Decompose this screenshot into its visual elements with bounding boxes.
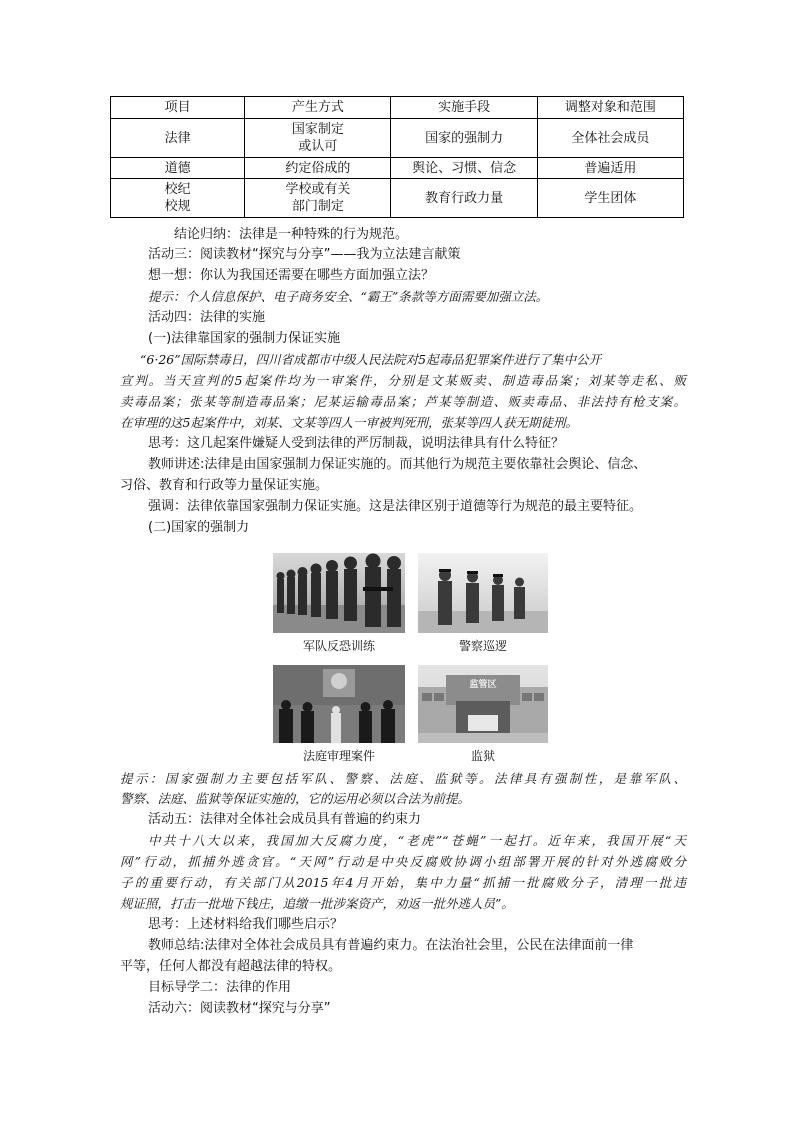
emphasis-text: 强调：法律依靠国家强制力保证实施。这是法律区别于道德等行为规范的最主要特征。: [148, 499, 643, 514]
prison-sign: 监管区: [469, 680, 497, 690]
case-paragraph-line: 卖毒品案；张某等制造毒品案；尼某运输毒品案；芦某等制造、贩卖毒品、非法持有枪支案。: [120, 394, 686, 409]
teacher-summary: 平等，任何人都没有超越法律的特权。: [120, 959, 342, 974]
section-heading: (二)国家的强制力: [148, 520, 250, 535]
army-training-photo: [273, 553, 405, 633]
conclusion-text: 结论归纳：法律是一种特殊的行为规范。: [174, 227, 409, 242]
table-cell: 约定俗成的: [245, 158, 391, 179]
table-cell: 国家制定 或认可: [245, 119, 391, 158]
activity-heading: 活动四：法律的实施: [148, 310, 266, 325]
table-header: 产生方式: [245, 97, 391, 119]
case-paragraph-line: “6·26”国际禁毒日，四川省成都市中级人民法院对5起毒品犯罪案件进行了集中公开: [140, 352, 602, 367]
hint-line: 警察、法庭、监狱等保证实施的，它的运用必须以合法为前提。: [120, 791, 471, 806]
table-row: [111, 158, 684, 179]
activity-heading: 活动五：法律对全体社会成员具有普遍的约束力: [148, 812, 422, 827]
table-cell: 舆论、习惯、信念: [391, 158, 537, 179]
table-header: 实施手段: [391, 97, 537, 119]
question-text: 思考：上述材料给我们哪些启示？: [148, 917, 344, 932]
goal-heading: 目标导学二：法律的作用: [148, 980, 292, 995]
court-trial-photo: [273, 665, 405, 743]
case-paragraph-line: 宣判。当天宣判的5起案件均为一审案件，分别是文某贩卖、制造毒品案；刘某等走私、贩: [120, 373, 686, 388]
section-heading: (一)法律靠国家的强制力保证实施: [148, 331, 341, 346]
table-cell: 学生团体: [537, 179, 683, 218]
prison-photo: [418, 665, 548, 743]
table-cell: 校纪 校规: [111, 179, 245, 218]
table-cell: 国家的强制力: [391, 119, 537, 158]
activity-heading: 活动三：阅读教材“探究与分享”——我为立法建言献策: [148, 247, 461, 262]
table-cell: 法律: [111, 119, 245, 158]
material-line: 规证照，打击一批地下钱庄，追缴一批涉案资产，劝返一批外逃人员”。: [120, 896, 514, 911]
table-cell: 学校或有关 部门制定: [245, 179, 391, 218]
table-row: [111, 119, 684, 158]
table-cell: 全体社会成员: [537, 119, 683, 158]
table-cell: 教育行政力量: [391, 179, 537, 218]
photo-caption: 监狱: [470, 749, 495, 763]
question-text: 想一想：你认为我国还需要在哪些方面加强立法？: [148, 268, 435, 283]
photo-caption: 警察巡逻: [458, 639, 507, 653]
case-paragraph-line: 在审理的这5起案件中，刘某、文某等四人一审被判死刑，张某等四人获无期徒刑。: [120, 415, 578, 430]
table-cell: 普遍适用: [537, 158, 683, 179]
question-text: 思考：这几起案件嫌疑人受到法律的严厉制裁，说明法律具有什么特征？: [148, 436, 565, 451]
table-cell: 道德: [111, 158, 245, 179]
table-header: 调整对象和范围: [537, 97, 683, 119]
material-line: 中共十八大以来，我国加大反腐力度，“老虎”“苍蝇”一起打。近年来，我国开展“天: [148, 833, 686, 848]
material-line: 网”行动，抓捕外逃贪官。“天网”行动是中央反腐败协调小组部署开展的针对外逃腐败分: [120, 854, 686, 869]
table-header-row: [111, 97, 684, 119]
table-header: 项目: [111, 97, 245, 119]
photo-caption: 军队反恐训练: [302, 639, 375, 653]
teacher-text: 教师讲述:法律是由国家强制力保证实施的。而其他行为规范主要依靠社会舆论、信念、: [148, 457, 647, 472]
police-patrol-photo: [418, 553, 548, 633]
hint-line: 提示：国家强制力主要包括军队、警察、法庭、监狱等。法律具有强制性，是靠军队、: [120, 771, 686, 786]
activity-heading: 活动六：阅读教材“探究与分享”: [148, 1001, 331, 1016]
teacher-text: 习俗、教育和行政等力量保证实施。: [120, 478, 329, 493]
comparison-table: [110, 96, 684, 218]
hint-text: 提示：个人信息保护、电子商务安全、“霸王”条款等方面需要加强立法。: [148, 289, 549, 304]
table-row: [111, 179, 684, 218]
photo-caption: 法庭审理案件: [302, 749, 375, 763]
teacher-summary: 教师总结:法律对全体社会成员具有普遍约束力。在法治社会里，公民在法律面前一律: [148, 938, 634, 953]
material-line: 子的重要行动，有关部门从2015年4月开始，集中力量“抓捕一批腐败分子，清理一批违: [120, 875, 686, 890]
